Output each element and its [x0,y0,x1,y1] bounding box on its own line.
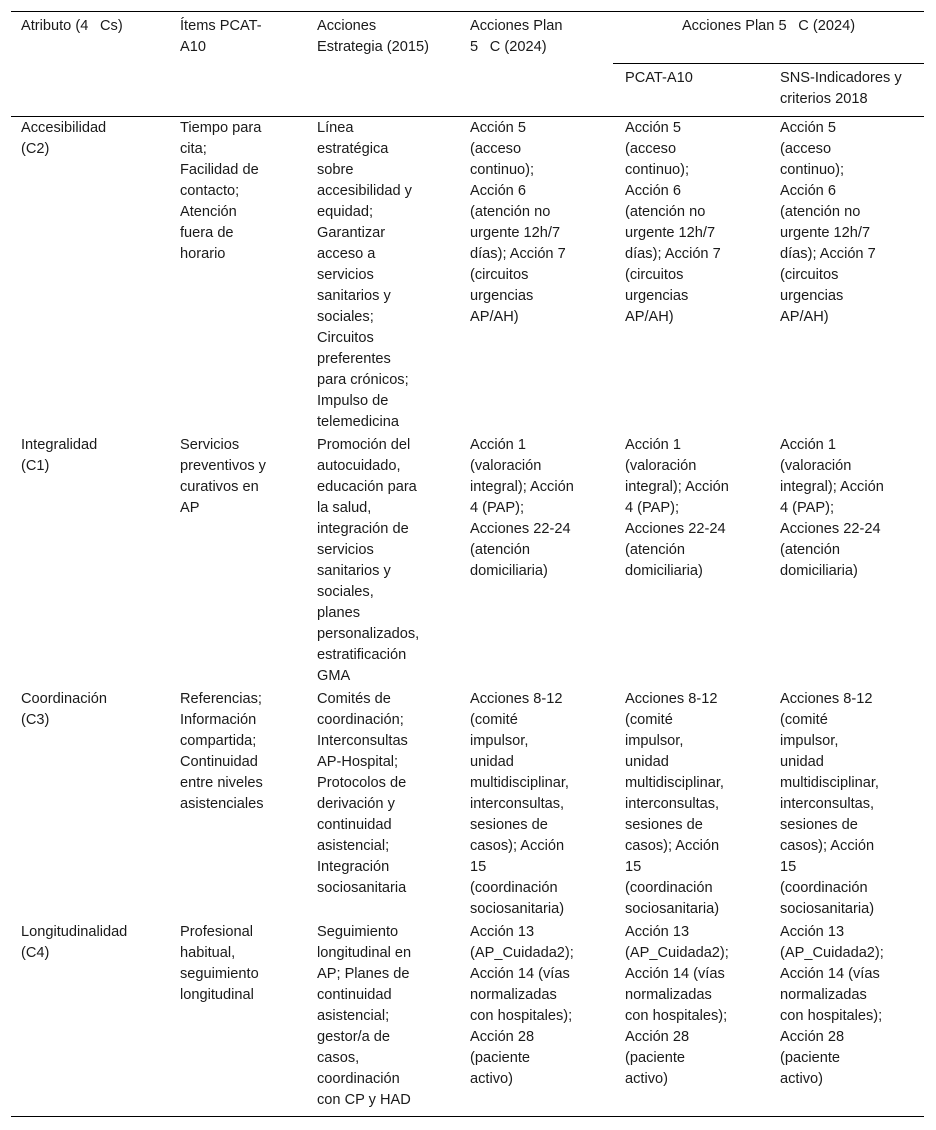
header-plan-group: Acciones Plan 5 C (2024) [681,18,856,34]
cell-plan: Acción 5 (acceso continuo); Acción 6 (atención no urgente 12h/7 días); Acción 7 (circuitos urgencias AP/AH) [470,120,566,325]
cell-attribute: Integralidad (C1) [21,437,98,474]
cell-sns: Acción 5 (acceso continuo); Acción 6 (atención no urgente 12h/7 días); Acción 7 (circuitos urgencias AP/AH) [780,120,876,325]
cell-strategy: Promoción del autocuidado, educación para la salud, integración de servicios sanitarios y sociales, planes personalizados, estratificación GMA [317,437,420,684]
cell-items: Servicios preventivos y curativos en AP [180,437,266,516]
cell-pcat: Acción 13 (AP_Cuidada2); Acción 14 (vías normalizadas con hospitales); Acción 28 (paciente activo) [625,924,729,1087]
cell-items: Referencias; Información compartida; Continuidad entre niveles asistenciales [180,691,264,812]
cell-pcat: Acción 1 (valoración integral); Acción 4 (PAP); Acciones 22-24 (atención domiciliaria) [625,437,729,579]
header-plan-actions: Acciones Plan 5 C (2024) [470,18,563,55]
cell-sns: Acciones 8-12 (comité impulsor, unidad multidisciplinar, interconsultas, sesiones de casos); Acción 15 (coordinación sociosanitaria) [780,691,879,917]
cell-plan: Acción 1 (valoración integral); Acción 4 (PAP); Acciones 22-24 (atención domiciliaria) [470,437,574,579]
cell-sns: Acción 13 (AP_Cuidada2); Acción 14 (vías normalizadas con hospitales); Acción 28 (paciente activo) [780,924,884,1087]
subheader-sns: SNS-Indicadores y criterios 2018 [780,70,902,107]
header-bottom-rule [11,116,924,117]
table-top-rule [11,11,924,12]
cell-strategy: Comités de coordinación; Interconsultas AP-Hospital; Protocolos de derivación y continuidad asistencial; Integración sociosanitaria [317,691,408,896]
cell-attribute: Longitudinalidad (C4) [21,924,128,961]
cell-plan: Acción 13 (AP_Cuidada2); Acción 14 (vías normalizadas con hospitales); Acción 28 (paciente activo) [470,924,574,1087]
cell-attribute: Coordinación (C3) [21,691,107,728]
cell-strategy: Seguimiento longitudinal en AP; Planes de continuidad asistencial; gestor/a de casos, coordinación con CP y HAD [317,924,412,1108]
cell-strategy: Línea estratégica sobre accesibilidad y equidad; Garantizar acceso a servicios sanitarios y sociales; Circuitos preferentes para crónicos; Impulso de telemedicina [317,120,412,430]
header-strategy-actions: Acciones Estrategia (2015) [317,18,429,55]
cell-items: Profesional habitual, seguimiento longitudinal [180,924,259,1003]
cell-plan: Acciones 8-12 (comité impulsor, unidad multidisciplinar, interconsultas, sesiones de casos); Acción 15 (coordinación sociosanitaria) [470,691,569,917]
cell-sns: Acción 1 (valoración integral); Acción 4 (PAP); Acciones 22-24 (atención domiciliaria) [780,437,884,579]
table-bottom-rule [11,1116,924,1117]
group-header-underline [613,63,924,64]
header-items-pcat: Ítems PCAT- A10 [180,18,262,55]
cell-pcat: Acción 5 (acceso continuo); Acción 6 (atención no urgente 12h/7 días); Acción 7 (circuitos urgencias AP/AH) [625,120,721,325]
cell-items: Tiempo para cita; Facilidad de contacto; Atención fuera de horario [180,120,262,262]
cell-attribute: Accesibilidad (C2) [21,120,107,157]
cell-pcat: Acciones 8-12 (comité impulsor, unidad multidisciplinar, interconsultas, sesiones de casos); Acción 15 (coordinación sociosanitaria) [625,691,724,917]
header-attribute: Atributo (4 Cs) [21,18,123,34]
subheader-pcat: PCAT-A10 [625,70,693,86]
